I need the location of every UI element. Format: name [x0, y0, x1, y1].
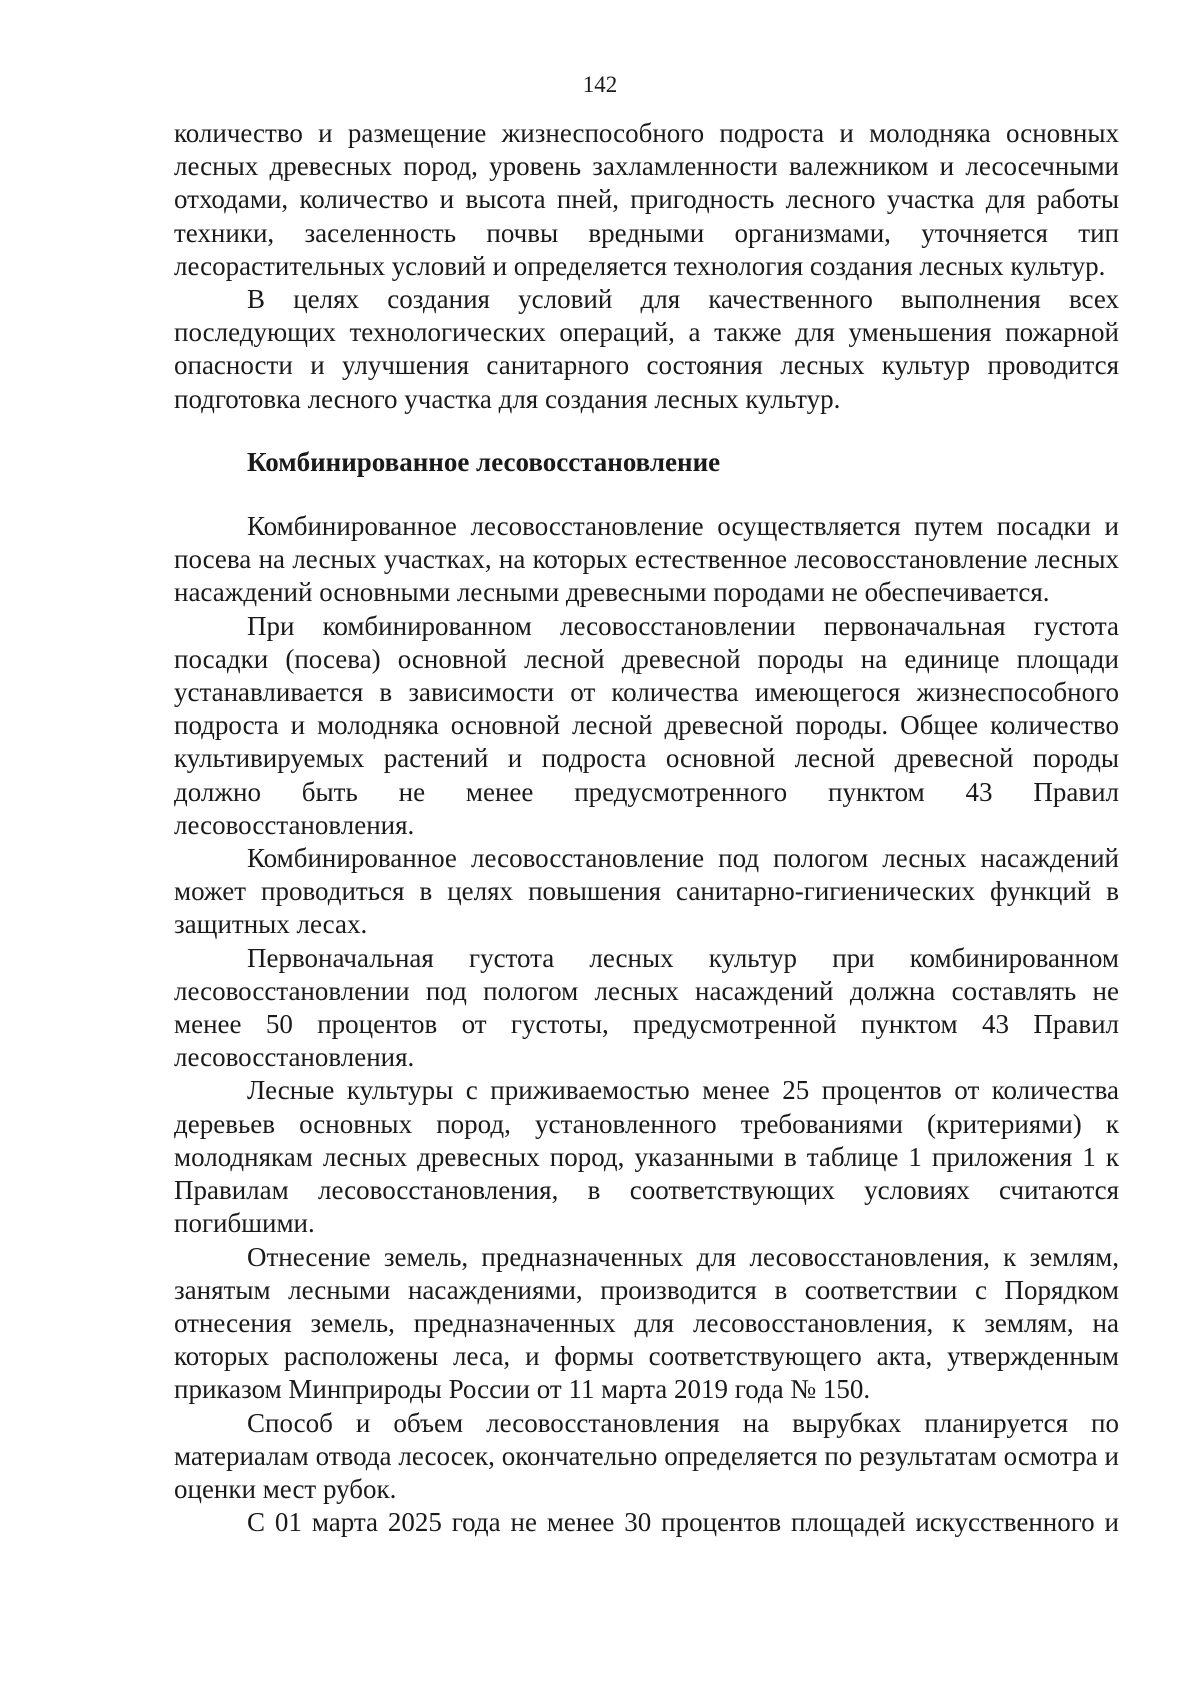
paragraph-canopy: Комбинированное лесовосстановление под пологом лесных насаждений может проводиться в целях повышения санитарно-гигиенических функций в защитных лесах.: [174, 843, 1119, 940]
paragraph-canopy-density: Первоначальная густота лесных культур при комбинированном лесовосстановлении под пологом лесных насаждений должна составлять не менее 50 процентов от густоты, предусмотренной пунктом 43 Правил лесовосстановления.: [174, 942, 1119, 1073]
paragraph-survival: Лесные культуры с приживаемостью менее 25 процентов от количества деревьев основных пород, установленного требованиями (критериями) к молоднякам лесных древесных пород, указанными в таблице 1 приложения 1 к Правилам лесовосстановления, в соответствующих условиях считаются погибшими.: [174, 1075, 1119, 1239]
section-heading: Комбинированное лесовосстановление: [247, 446, 721, 477]
paragraph-land-classification: Отнесение земель, предназначенных для лесовосстановления, к землям, занятым лесными насаждениями, производится в соответствии с Порядком отнесения земель, предназначенных для лесовосстановления, к землям, на которых расположены леса, и формы соответствующего акта, утвержденным приказом Минприроды России от 11 марта 2019 года № 150.: [174, 1241, 1119, 1405]
page-number: 142: [582, 72, 618, 97]
paragraph-initial-density: При комбинированном лесовосстановлении первоначальная густота посадки (посева) основной лесной древесной породы на единице площади устанавливается в зависимости от количества имеющегося жизнеспособного подроста и молодняка основной лесной древесной породы. Общее количество культивируемых растений и подроста основной лесной древесной породы должно быть не менее предусмотренного пунктом 43 Правил лесовосстановления.: [174, 610, 1119, 840]
paragraph-method-volume: Способ и объем лесовосстановления на вырубках планируется по материалам отвода лесосек, окончательно определяется по результатам осмотра и оценки мест рубок.: [174, 1407, 1119, 1504]
paragraph-from-2025: С 01 марта 2025 года не менее 30 процентов площадей искусственного и: [247, 1507, 1119, 1538]
paragraph-definition: Комбинированное лесовосстановление осуществляется путем посадки и посева на лесных участках, на которых естественное лесовосстановление лесных насаждений основными лесными древесными породами не обеспечивается.: [174, 511, 1119, 608]
document-body: [174, 117, 1119, 1539]
paragraph-preparation: В целях создания условий для качественного выполнения всех последующих технологических операций, а также для уменьшения пожарной опасности и улучшения санитарного состояния лесных культур проводится подготовка лесного участка для создания лесных культур.: [174, 284, 1119, 414]
paragraph-continuation: количество и размещение жизнеспособного подроста и молодняка основных лесных древесных пород, уровень захламленности валежником и лесосечными отходами, количество и высота пней, пригодность лесного участка для работы техники, заселенность почвы вредными организмами, уточняется тип лесорастительных условий и определяется технология создания лесных культур.: [174, 118, 1119, 281]
